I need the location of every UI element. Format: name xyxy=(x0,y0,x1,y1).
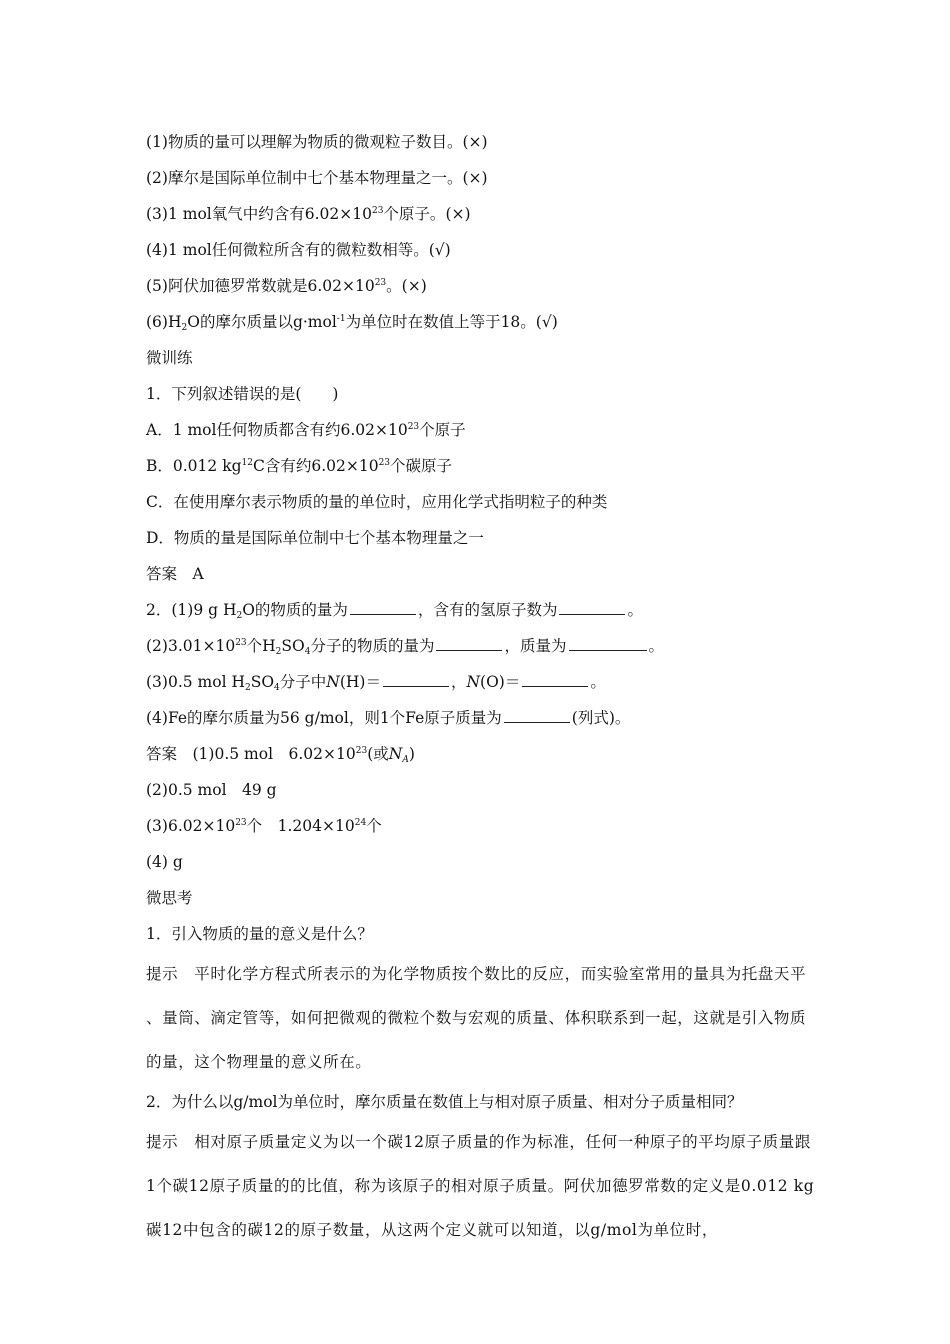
question-1-stem: 1．下列叙述错误的是( ) xyxy=(146,385,339,403)
answer-blank[interactable] xyxy=(350,600,416,615)
section-heading-thinking: 微思考 xyxy=(146,889,193,907)
judgement-6: $(6)H_2O$的摩尔质量以g·mol$^{-1}$为单位时在数值上等于18。(√) xyxy=(146,313,558,333)
thinking-question-1: 1．引入物质的量的意义是什么？ xyxy=(146,925,373,943)
answer-q2-1: 答案 (1)0.5 mol $6.02\times 10^{23}$(或$N_A$) xyxy=(146,745,415,765)
question-2-part-3: (3)0.5 mol $H_2SO_4$分子中N(H)＝ ，N(O)＝ 。 xyxy=(146,673,606,693)
question-2-part-4: (4)Fe的摩尔质量为56 g/mol，则1个Fe原子质量为 (列式)。 xyxy=(146,709,631,727)
judgement-4: (4)1 mol任何微粒所含有的微粒数相等。(√) xyxy=(146,241,451,259)
answer-blank[interactable] xyxy=(559,600,625,615)
judgement-2: (2)摩尔是国际单位制中七个基本物理量之一。(×) xyxy=(146,169,488,187)
answer-q1: 答案 A xyxy=(146,565,204,583)
answer-blank[interactable] xyxy=(436,636,502,651)
option-b: B．0.012 $kg^{12}C$含有约$6.02\times 10^{23}$个碳原子 xyxy=(146,457,453,475)
answer-blank[interactable] xyxy=(569,636,647,651)
section-heading-training: 微训练 xyxy=(146,349,193,367)
answer-q2-2: (2)0.5 mol 49 g xyxy=(146,781,277,799)
thinking-hint-2: 提示 相对原子质量定义为以一个碳12原子质量的作为标准，任何一种原子的平均原子质量跟1个碳12原子质量的的比值，称为该原子的相对原子质量。阿伏加德罗常数的定义是0.012 kg碳12中包含的碳12的原子数量，从这两个定义就可以知道，以g/mol为单位时， xyxy=(146,1133,815,1239)
answer-blank[interactable] xyxy=(522,672,588,687)
judgement-5: (5)阿伏加德罗常数就是$6.02\times 10^{23}$。(×) xyxy=(146,277,427,295)
answer-blank[interactable] xyxy=(383,672,449,687)
option-c: C．在使用摩尔表示物质的量的单位时，应用化学式指明粒子的种类 xyxy=(146,493,608,511)
answer-q2-4: (4) g xyxy=(146,853,183,871)
question-2-part-1: 2．(1)9 g $H_2O$的物质的量为 ，含有的氢原子数为 。 xyxy=(146,601,643,621)
judgement-1: (1)物质的量可以理解为物质的微观粒子数目。(×) xyxy=(146,133,488,151)
document-page xyxy=(146,124,816,1252)
thinking-question-2: 2．为什么以g/mol为单位时，摩尔质量在数值上与相对原子质量、相对分子质量相同？ xyxy=(146,1093,743,1111)
judgement-3: (3)1 mol氧气中约含有$6.02\times 10^{23}$个原子。(×) xyxy=(146,205,471,223)
thinking-hint-1: 提示 平时化学方程式所表示的为化学物质按个数比的反应，而实验室常用的量具为托盘天平 、量筒、滴定管等，如何把微观的微粒个数与宏观的质量、体积联系到一起，这就是引入物质的量，这个物理量的意义所在。 xyxy=(146,965,807,1071)
option-d: D．物质的量是国际单位制中七个基本物理量之一 xyxy=(146,529,484,547)
answer-q2-3: $(3)6.02\times 10^{23}$个 $1.204\times 10^{24}$个 xyxy=(146,817,382,835)
question-2-part-2: $(2)3.01\times 10^{23}$个$H_2SO_4$分子的物质的量为 ，质量为 。 xyxy=(146,637,665,657)
answer-blank[interactable] xyxy=(504,708,570,723)
option-a: A．1 mol任何物质都含有约$6.02\times 10^{23}$个原子 xyxy=(146,421,466,439)
